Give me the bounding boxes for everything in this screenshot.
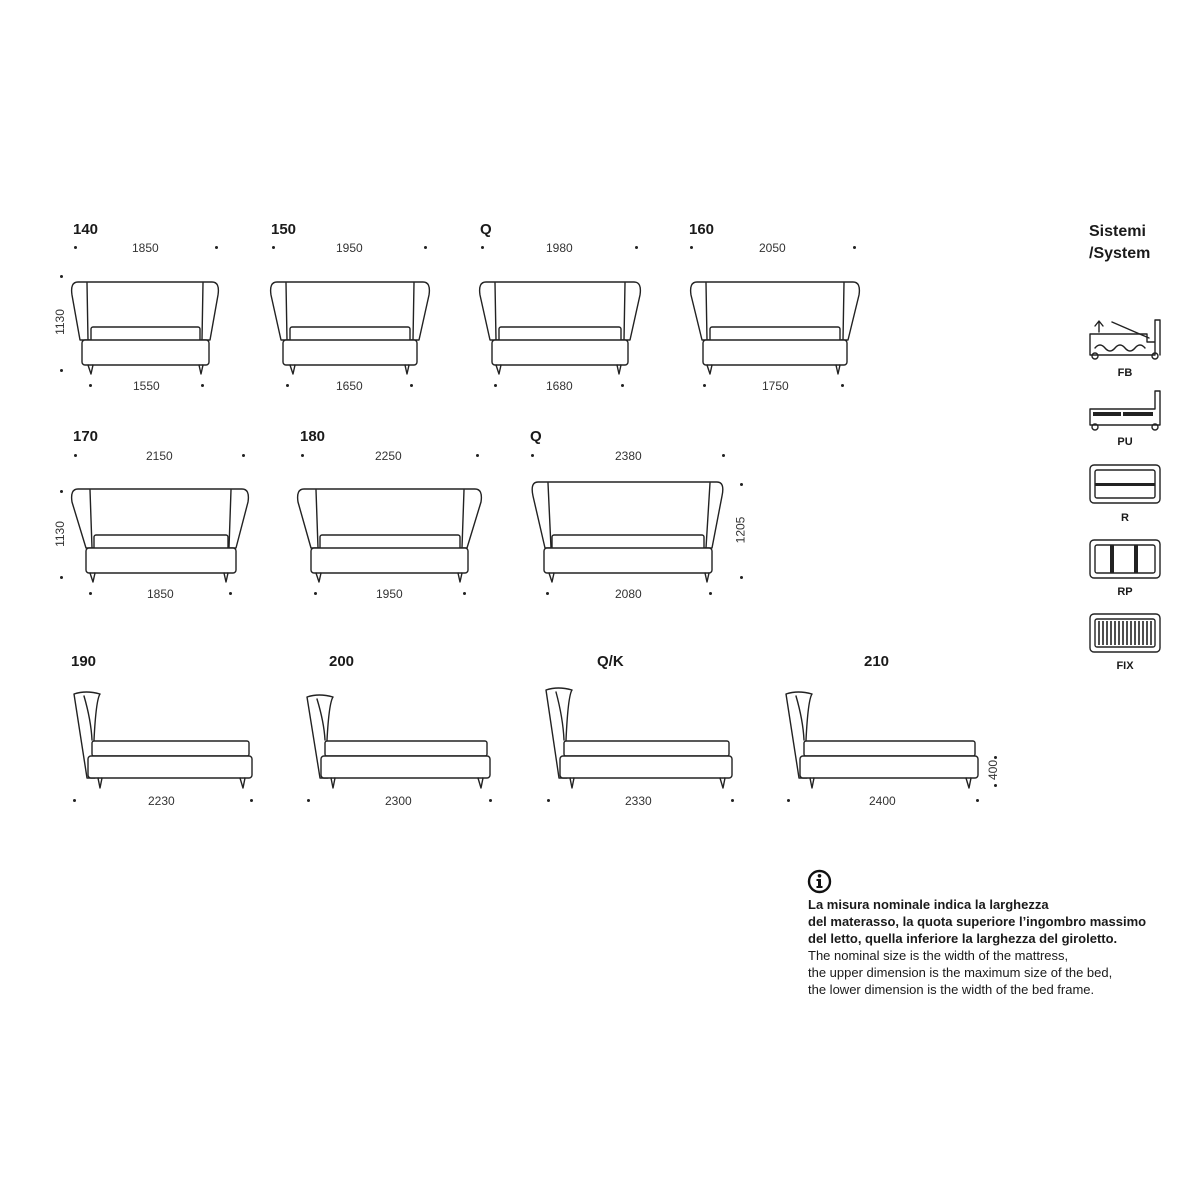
bottom-dim-150: 1650 — [336, 379, 363, 393]
top-dim-140: 1850 — [132, 241, 159, 255]
top-dim-150: 1950 — [336, 241, 363, 255]
fix-slats-icon — [1088, 612, 1162, 656]
frame-r-icon — [1088, 463, 1162, 507]
size-label-140: 140 — [73, 221, 99, 238]
system-label-rp: RP — [1117, 586, 1133, 598]
bottom-dim-qk: 2330 — [625, 794, 652, 808]
bed-side-qk — [546, 688, 732, 788]
top-dim-q: 1980 — [546, 241, 573, 255]
note-text: La misura nominale indica la larghezza del materasso, la quota superiore l’ingombro massimo del letto, quella inferiore la larghezza del giroletto. The nominal size is the width of the mattress, the upper dimension is the maximum size of the bed, the lower dimension is the width of the bed frame. — [808, 897, 1147, 997]
bottom-dim-190: 2230 — [148, 794, 175, 808]
bed-side-200 — [307, 695, 490, 788]
top-dim-170: 2150 — [146, 449, 173, 463]
storage-lift-icon — [1085, 312, 1165, 362]
systems-title: Sistemi /System — [1089, 223, 1151, 262]
height-dim-row2-left: 1130 — [52, 521, 67, 547]
height-dim-row1: 1130 — [52, 309, 67, 335]
slatted-base-icon — [1085, 387, 1165, 437]
size-label-160: 160 — [689, 221, 715, 238]
bottom-dim-200: 2300 — [385, 794, 412, 808]
bottom-dim-q: 1680 — [546, 379, 573, 393]
system-label-pu: PU — [1117, 436, 1133, 448]
bottom-dim-180: 1950 — [376, 587, 403, 601]
top-dim-160: 2050 — [759, 241, 786, 255]
size-label-190: 190 — [71, 653, 97, 670]
bottom-dim-q-2: 2080 — [615, 587, 642, 601]
size-label-q-2: Q — [530, 428, 542, 445]
bottom-dim-160: 1750 — [762, 379, 789, 393]
bottom-dim-140: 1550 — [133, 379, 160, 393]
bed-side-210 — [786, 692, 978, 788]
size-label-210: 210 — [864, 653, 890, 670]
top-dim-q-2: 2380 — [615, 449, 642, 463]
top-dim-180: 2250 — [375, 449, 402, 463]
side-height-dim: 400 — [986, 759, 1001, 781]
info-icon — [807, 869, 832, 894]
bottom-dim-170: 1850 — [147, 587, 174, 601]
bed-side-190 — [74, 692, 252, 788]
size-label-qk: Q/K — [597, 653, 624, 670]
size-label-q: Q — [480, 221, 492, 238]
size-label-150: 150 — [271, 221, 297, 238]
system-label-fb: FB — [1117, 367, 1133, 379]
frame-rp-icon — [1088, 538, 1162, 582]
bottom-dim-210: 2400 — [869, 794, 896, 808]
system-label-r: R — [1121, 512, 1129, 524]
size-label-200: 200 — [329, 653, 355, 670]
size-label-180: 180 — [300, 428, 326, 445]
height-dim-row2-right: 1205 — [733, 516, 748, 544]
system-label-fix: FIX — [1116, 660, 1134, 672]
size-label-170: 170 — [73, 428, 99, 445]
